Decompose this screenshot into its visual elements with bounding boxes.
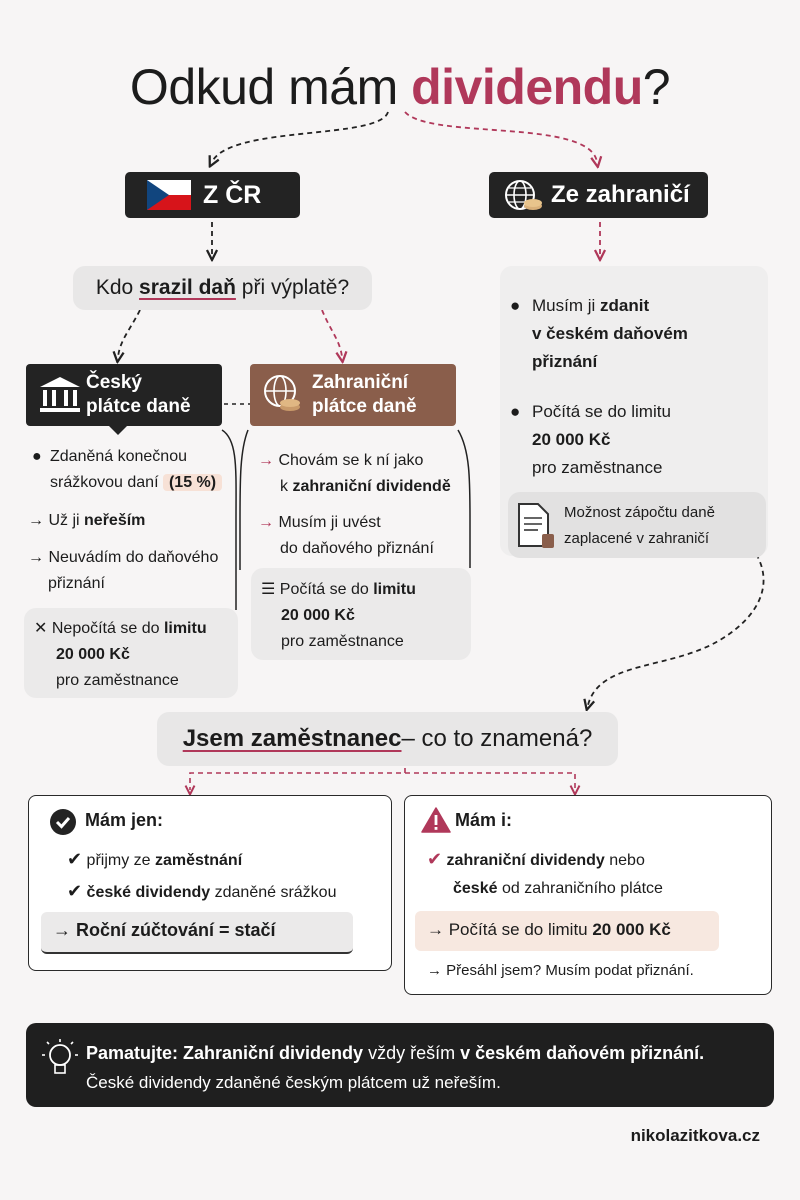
czech-payer-item-2: → Už ji neřeším: [28, 512, 146, 529]
warning-icon: [421, 806, 451, 834]
branch-foreign-pill: [489, 172, 708, 218]
foreign-branch-item-2: ● Počítá se do limitu 20 000 Kč pro zaměstnance: [510, 402, 671, 477]
foreign-payer-title: Zahraniční: [312, 372, 409, 393]
only-box-item-1: ✔ přijmy ze zaměstnání: [67, 849, 243, 869]
bank-icon: [38, 375, 82, 415]
foreign-branch-item-1: ● Musím ji zdanit v českém daňovém přiznání: [510, 296, 688, 371]
tax-credit-text: Možnost zápočtu daně zaplacené v zahraničí: [564, 504, 715, 547]
reminder-line-1: Pamatujte: Zahraniční dividendy vždy řeším v českém daňovém přiznání.: [86, 1043, 705, 1063]
arrow-icon: →: [28, 512, 44, 529]
branch-cz-label: Z ČR: [203, 180, 262, 209]
lightbulb-icon: [40, 1037, 80, 1083]
also-income-box: [404, 795, 772, 995]
czech-payer-limit-card: ✕ Nepočítá se do limitu 20 000 Kč pro zaměstnance: [24, 608, 238, 698]
foreign-payer-limit-card: ☰ Počítá se do limitu 20 000 Kč pro zaměstnance: [251, 568, 471, 660]
document-icon: [516, 502, 556, 550]
question-employee: Jsem zaměstnanec – co to znamená?: [157, 712, 618, 766]
reminder-note: [26, 1023, 774, 1107]
check-icon: ✔: [67, 849, 83, 869]
reminder-line-2: České dividendy zdaněné českým plátcem už neřeším.: [86, 1073, 501, 1092]
also-box-title: Mám i:: [455, 810, 513, 830]
branch-foreign-label: Ze zahraničí: [551, 181, 690, 208]
czech-flag-icon: [147, 180, 191, 210]
check-circle-icon: [49, 808, 77, 836]
check-icon: ✔: [427, 849, 443, 869]
czech-payer-item-3: → Neuvádím do daňového přiznání: [28, 549, 219, 592]
question-tax: Kdo srazil daň při výplatě?: [73, 266, 372, 310]
czech-payer-header: Český plátce daně: [26, 364, 222, 426]
rate-badge: (15 %): [163, 474, 222, 491]
only-box-title: Mám jen:: [85, 810, 164, 830]
also-box-followup: → Přesáhl jsem? Musím podat přiznání.: [427, 962, 694, 979]
check-icon: ✔: [67, 881, 83, 901]
foreign-payer-item-2: → Musím ji uvést do daňového přiznání: [258, 514, 434, 557]
only-box-item-2: ✔ české dividendy zdaněné srážkou: [67, 881, 337, 901]
arrow-icon: →: [258, 452, 274, 469]
branch-cz-pill: [125, 172, 300, 218]
tax-credit-card: [508, 492, 766, 558]
foreign-payer-item-1: → Chovám se k ní jako k zahraniční dividendě: [258, 452, 451, 495]
globe-coins-icon: [262, 373, 302, 417]
also-box-result: → Počítá se do limitu 20 000 Kč: [415, 911, 719, 951]
also-box-item-2: české od zahraničního plátce: [453, 880, 663, 897]
cross-icon: ✕: [34, 620, 48, 637]
czech-payer-pointer: [108, 425, 128, 435]
site-url[interactable]: nikolazitkova.cz: [630, 1126, 760, 1145]
title-accent: dividendu: [411, 59, 643, 115]
list-icon: ☰: [261, 581, 276, 598]
also-box-item-1: ✔ zahraniční dividendy nebo: [427, 849, 645, 869]
arrow-icon: →: [258, 514, 274, 531]
only-box-result: → Roční zúčtování = stačí: [41, 912, 353, 954]
page-title: Odkud mám dividendu?: [129, 59, 671, 115]
arrow-icon: →: [28, 549, 44, 566]
czech-payer-item-1: ● Zdaněná konečnou srážkovou daní (15 %): [32, 444, 222, 496]
only-income-box: [28, 795, 392, 971]
czech-payer-title: Český: [86, 372, 142, 393]
globe-coins-icon: [503, 178, 543, 212]
foreign-payer-header: Zahraniční plátce daně: [250, 364, 456, 426]
